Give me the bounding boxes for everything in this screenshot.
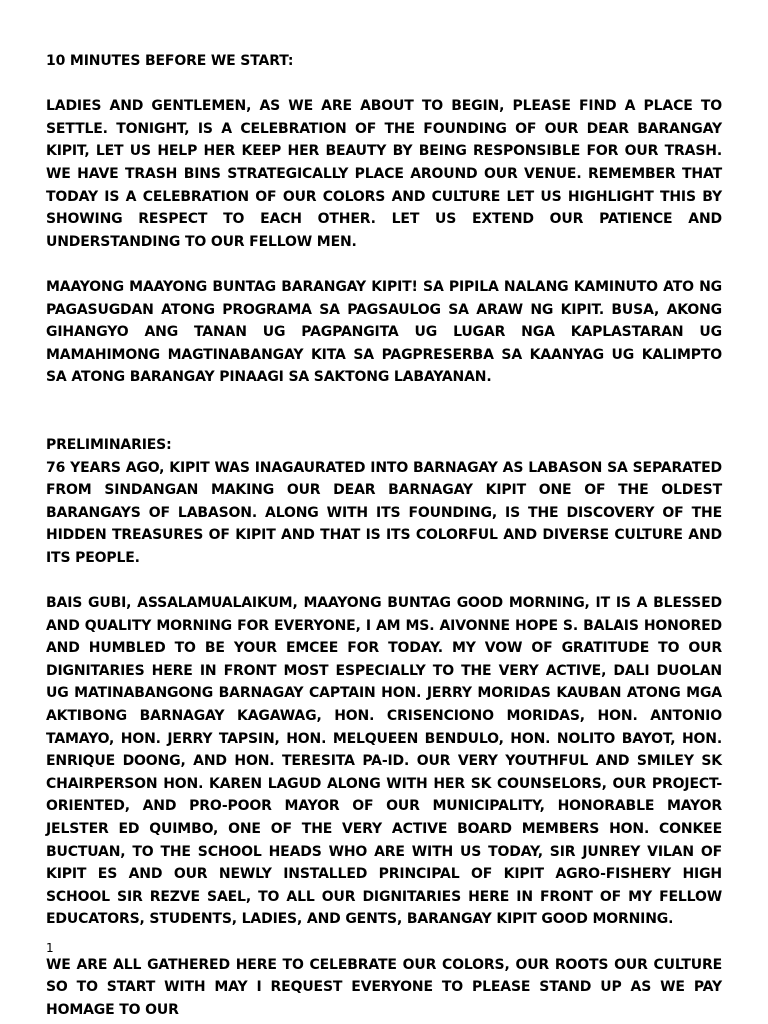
spacer (46, 569, 722, 592)
paragraph-ladies-and-gentlemen: LADIES AND GENTLEMEN, AS WE ARE ABOUT TO BEGIN, PLEASE FIND A PLACE TO SETTLE. TONIGHT, IS A CELEBRATION OF THE FOUNDING OF OUR DEAR BARANGAY KIPIT, LET US HELP HER KEEP HER BEAUTY BY BEING RESPONSIBLE FOR OUR TRASH. WE HAVE TRASH BINS STRATEGICALLY PLACE AROUND OUR VENUE. REMEMBER THAT TODAY IS A CELEBRATION OF OUR COLORS AND CULTURE LET US HIGHLIGHT THIS BY SHOWING RESPECT TO EACH OTHER. LET US EXTEND OUR PATIENCE AND UNDERSTANDING TO OUR FELLOW MEN. (46, 98, 722, 250)
document-page (46, 50, 722, 1021)
spacer (46, 253, 722, 276)
paragraph-bais-gubi: BAIS GUBI, ASSALAMUALAIKUM, MAAYONG BUNTAG GOOD MORNING, IT IS A BLESSED AND QUALITY MORNING FOR EVERYONE, I AM MS. AIVONNE HOPE S. BALAIS HONORED AND HUMBLED TO BE YOUR EMCEE FOR TODAY. MY VOW OF GRATITUDE TO OUR DIGNITARIES HERE IN FRONT MOST ESPECIALLY TO THE VERY ACTIVE, DALI DUOLAN UG MATINABANGONG BARNAGAY CAPTAIN HON. JERRY MORIDAS KAUBAN ATONG MGA AKTIBONG BARNAGAY KAGAWAG, HON. CRISENCIONO MORIDAS, HON. ANTONIO TAMAYO, HON. JERRY TAPSIN, HON. MELQUEEN BENDULO, HON. NOLITO BAYOT, HON. ENRIQUE DOONG, AND HON. TERESITA PA-ID. OUR VERY YOUTHFUL AND SMILEY SK CHAIRPERSON HON. KAREN LAGUD ALONG WITH HER SK COUNSELORS, OUR PROJECT-ORIENTED, AND PRO-POOR MAYOR OF OUR MUNICIPALITY, HONORABLE MAYOR JELSTER ED QUIMBO, ONE OF THE VERY ACTIVE BOARD MEMBERS HON. CONKEE BUCTUAN, TO THE SCHOOL HEADS WHO ARE WITH US TODAY, SIR JUNREY VILAN OF KIPIT ES AND OUR NEWLY INSTALLED PRINCIPAL OF KIPIT AGRO-FISHERY HIGH SCHOOL SIR REZVE SAEL, TO ALL OUR DIGNITARIES HERE IN FRONT OF MY FELLOW EDUCATORS, STUDENTS, LADIES, AND GENTS, BARANGAY KIPIT GOOD MORNING. (46, 595, 722, 928)
paragraph-76-years-ago: 76 YEARS AGO, KIPIT WAS INAGAURATED INTO BARNAGAY AS LABASON SA SEPARATED FROM SINDANGAN MAKING OUR DEAR BARNAGAY KIPIT ONE OF THE OLDEST BARANGAYS OF LABASON. ALONG WITH ITS FOUNDING, IS THE DISCOVERY OF THE HIDDEN TREASURES OF KIPIT AND THAT IS ITS COLORFUL AND DIVERSE CULTURE AND ITS PEOPLE. (46, 459, 722, 566)
heading-preliminaries: PRELIMINARIES: (46, 436, 172, 453)
paragraph-maayong-buntag: MAAYONG MAAYONG BUNTAG BARANGAY KIPIT! SA PIPILA NALANG KAMINUTO ATO NG PAGASUGDAN ATONG PROGRAMA SA PAGSAULOG SA ARAW NG KIPIT. BUSA, AKONG GIHANGYO ANG TANAN UG PAGPANGITA UG LUGAR NGA KAPLASTARAN UG MAMAHIMONG MAGTINABANGAY KITA SA PAGPRESERBA SA KAANYAG UG KALIMPTO SA ATONG BARANGAY PINAAGI SA SAKTONG LABAYANAN. (46, 278, 722, 386)
heading-10-minutes: 10 MINUTES BEFORE WE START: (46, 53, 294, 69)
page-number: 1 (46, 941, 54, 955)
spacer (46, 931, 722, 954)
spacer (46, 73, 722, 96)
spacer (46, 389, 722, 434)
paragraph-we-are-all-gathered: WE ARE ALL GATHERED HERE TO CELEBRATE OUR COLORS, OUR ROOTS OUR CULTURE SO TO START WITH MAY I REQUEST EVERYONE TO PLEASE STAND UP AS WE PAY HOMAGE TO OUR (46, 956, 722, 1018)
